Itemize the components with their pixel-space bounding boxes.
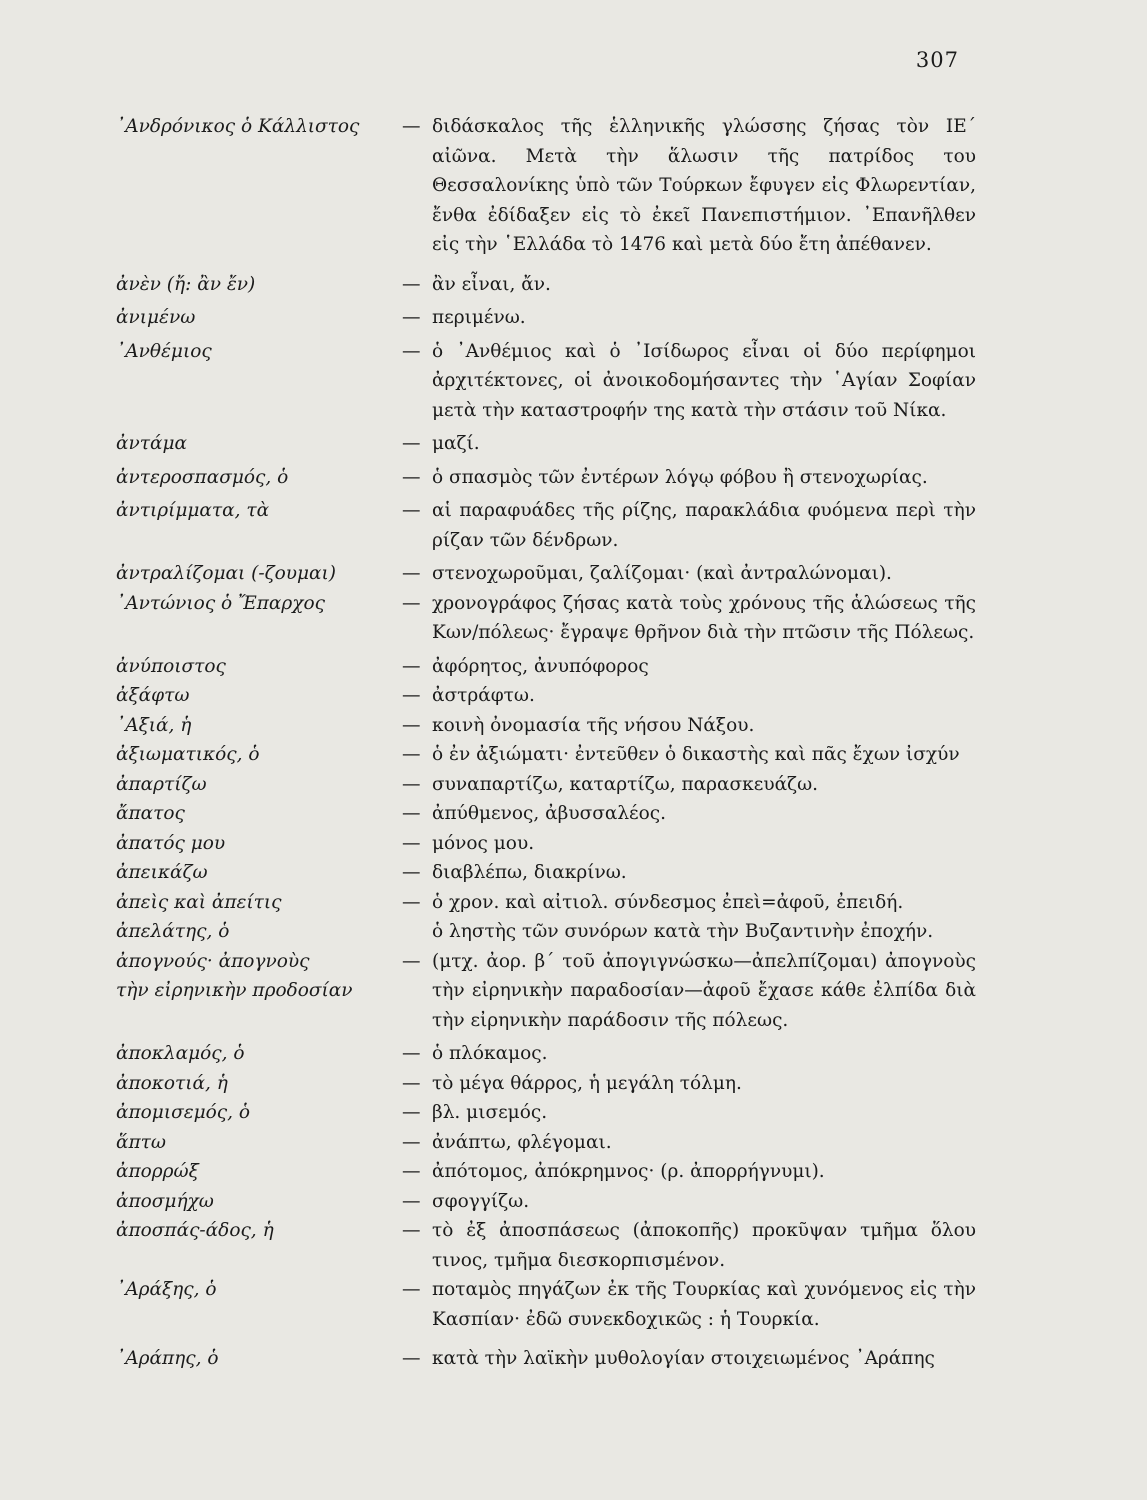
entry-definition: ἀπύθμενος, ἀβυσσαλέος.: [432, 803, 667, 824]
entry-dash: —: [402, 773, 421, 795]
entry-dash: —: [402, 744, 421, 765]
entry-definition: συναπαρτίζω, καταρτίζω, παρασκευάζω.: [432, 773, 819, 795]
entry-definition: ἀπότομος, ἀπόκρημνος· (ρ. ἀπορρήγνυμι).: [432, 1161, 825, 1182]
entry-definition: τὸ ἐξ ἀποσπάσεως (ἀποκοπῆς) προκῦψαν τμῆμα ὅλου τινος, τμῆμα διεσκορπισμένον.: [432, 1220, 976, 1271]
entry-dash: —: [402, 1190, 421, 1212]
entry-term: ἀντραλίζομαι (-ζουμαι): [116, 563, 337, 584]
entry-definition: περιμένω.: [432, 307, 526, 328]
glossary-entry: [116, 270, 976, 300]
entry-dash: —: [402, 592, 421, 614]
entry-dash: —: [402, 1348, 421, 1369]
entry-definition: (μτχ. ἀορ. β΄ τοῦ ἀπογιγνώσκω—ἀπελπίζομαι) ἀπογνοὺς τὴν εἰρηνικὴν παραδοσίαν—ἀφοῦ ἔχασε κάθε ἐλπίδα διὰ τὴν εἰρηνικὴν παράδοσιν τῆς πόλεως.: [432, 950, 976, 1031]
entry-dash: —: [402, 1102, 421, 1123]
glossary-entry: [116, 829, 976, 859]
entry-dash: —: [402, 500, 421, 521]
entry-term: ᾽Αξιά, ἡ: [116, 714, 192, 736]
entry-definition: μαζί.: [432, 433, 480, 454]
glossary-entry: [116, 917, 976, 947]
entry-term: ἀξιωματικός, ὁ: [116, 744, 260, 765]
entry-definition: αἱ παραφυάδες τῆς ρίζης, παρακλάδια φυόμενα περὶ τὴν ρίζαν τῶν δένδρων.: [432, 500, 976, 551]
glossary-entry: [116, 799, 976, 829]
entry-term: ἀποκοτιά, ἡ: [116, 1072, 228, 1094]
glossary: [116, 112, 976, 1374]
entry-dash: —: [402, 273, 421, 295]
entry-term: ἀποσμήχω: [116, 1190, 214, 1212]
entry-definition: διαβλέπω, διακρίνω.: [432, 862, 627, 883]
glossary-entry: [116, 1275, 976, 1334]
entry-dash: —: [402, 832, 421, 854]
entry-definition: ὁ ληστὴς τῶν συνόρων κατὰ τὴν Βυζαντινὴν ἐποχήν.: [432, 921, 934, 942]
entry-definition: ὁ σπασμὸς τῶν ἐντέρων λόγῳ φόβου ἢ στενοχωρίας.: [432, 466, 928, 488]
entry-dash: —: [402, 307, 421, 328]
entry-dash: —: [402, 433, 421, 454]
entry-dash: —: [402, 1072, 421, 1094]
entry-term: ἀπορρώξ: [116, 1161, 199, 1182]
glossary-entry: [116, 1128, 976, 1158]
entry-dash: —: [402, 891, 421, 913]
glossary-entry: [116, 559, 976, 589]
glossary-entry: [116, 1216, 976, 1275]
glossary-entry: [116, 681, 976, 711]
entry-term: ἀπογνούς· ἀπογνοὺς τὴν εἰρηνικὴν προδοσίαν: [116, 950, 353, 1001]
glossary-entry: [116, 303, 976, 333]
entry-term: ᾽Ανθέμιος: [116, 340, 212, 362]
entry-definition: ἀνάπτω, φλέγομαι.: [432, 1131, 612, 1153]
entry-term: ἀπεὶς καὶ ἀπείτις: [116, 891, 282, 913]
entry-definition: διδάσκαλος τῆς ἑλληνικῆς γλώσσης ζήσας τὸν ΙΕ΄ αἰῶνα. Μετὰ τὴν ἅλωσιν τῆς πατρίδος του Θεσσαλονίκης ὑπὸ τῶν Τούρκων ἔφυγεν εἰς Φλωρεντίαν, ἔνθα ἐδίδαξεν εἰς τὸ ἐκεῖ Πανεπιστήμιον. ᾽Επανῆλθεν εἰς τὴν ῾Ελλάδα τὸ 1476 καὶ μετὰ δύο ἔτη ἀπέθανεν.: [432, 116, 976, 255]
entry-term: ἀπατός μου: [116, 832, 226, 854]
entry-dash: —: [402, 714, 421, 736]
entry-term: ἀξάφτω: [116, 685, 190, 706]
entry-definition: ὁ ἐν ἀξιώματι· ἐντεῦθεν ὁ δικαστὴς καὶ πᾶς ἔχων ἰσχύν: [432, 744, 960, 765]
glossary-entry: [116, 1039, 976, 1069]
entry-term: ἀνύποιστος: [116, 655, 226, 677]
entry-term: ᾽Ανδρόνικος ὁ Κάλλιστος: [116, 116, 360, 137]
entry-definition: ἂν εἶναι, ἄν.: [432, 273, 551, 295]
entry-definition: ποταμὸς πηγάζων ἐκ τῆς Τουρκίας καὶ χυνόμενος εἰς τὴν Κασπίαν· ἐδῶ συνεκδοχικῶς : ἡ Τουρκία.: [432, 1279, 976, 1330]
glossary-entry: [116, 496, 976, 555]
entry-definition: χρονογράφος ζήσας κατὰ τοὺς χρόνους τῆς ἁλώσεως τῆς Κων/πόλεως· ἔγραψε θρῆνον διὰ τὴν πτῶσιν τῆς Πόλεως.: [432, 592, 976, 643]
entry-dash: —: [402, 1131, 421, 1153]
entry-dash: —: [402, 466, 421, 488]
glossary-entry: [116, 112, 976, 260]
entry-definition: ἀστράφτω.: [432, 685, 535, 706]
entry-definition: κοινὴ ὀνομασία τῆς νήσου Νάξου.: [432, 714, 755, 736]
entry-dash: —: [402, 1161, 421, 1182]
glossary-entry: [116, 858, 976, 888]
entry-dash: —: [402, 685, 421, 706]
entry-dash: —: [402, 950, 421, 972]
glossary-entry: [116, 1098, 976, 1128]
glossary-entry: [116, 1069, 976, 1099]
glossary-entry: [116, 740, 976, 770]
glossary-entry: [116, 1187, 976, 1217]
entry-dash: —: [402, 655, 421, 677]
glossary-entry: [116, 770, 976, 800]
glossary-entry: [116, 429, 976, 459]
entry-term: ἀντεροσπασμός, ὁ: [116, 466, 289, 488]
entry-term: ἅπτω: [116, 1131, 166, 1153]
glossary-entry: [116, 652, 976, 682]
entry-term: ἀντιρίμματα, τὰ: [116, 500, 270, 521]
entry-definition: ὁ ᾽Ανθέμιος καὶ ὁ ᾽Ισίδωρος εἶναι οἱ δύο περίφημοι ἀρχιτέκτονες, οἱ ἀνοικοδομήσαντες τὴν ῾Αγίαν Σοφίαν μετὰ τὴν καταστροφήν της κατὰ τὴν στάσιν τοῦ Νίκα.: [432, 340, 976, 421]
entry-term: ἀποκλαμός, ὁ: [116, 1043, 245, 1064]
glossary-entry: [116, 337, 976, 426]
entry-definition: ἀφόρητος, ἀνυπόφορος: [432, 655, 649, 677]
glossary-entry: [116, 463, 976, 493]
glossary-entry: [116, 589, 976, 648]
entry-definition: μόνος μου.: [432, 832, 535, 854]
entry-term: ἀντάμα: [116, 433, 187, 454]
entry-definition: τὸ μέγα θάρρος, ἡ μεγάλη τόλμη.: [432, 1072, 742, 1094]
entry-term: ἀπεικάζω: [116, 862, 208, 883]
glossary-entry: [116, 888, 976, 918]
entry-term: ᾽Αντώνιος ὁ Ἔπαρχος: [116, 592, 325, 614]
glossary-entry: [116, 947, 976, 1036]
entry-term: ἀποσπάς-άδος, ἡ: [116, 1220, 274, 1241]
entry-dash: —: [402, 1220, 421, 1241]
entry-dash: —: [402, 1279, 421, 1300]
entry-definition: κατὰ τὴν λαϊκὴν μυθολογίαν στοιχειωμένος ᾽Αράπης: [432, 1348, 935, 1369]
entry-dash: —: [402, 563, 421, 584]
glossary-entry: [116, 1344, 976, 1374]
entry-dash: —: [402, 340, 421, 362]
entry-dash: —: [402, 116, 421, 137]
glossary-entry: [116, 711, 976, 741]
entry-term: ᾽Αράξης, ὁ: [116, 1279, 217, 1300]
entry-definition: σφογγίζω.: [432, 1190, 530, 1212]
page-number: 307: [915, 48, 959, 72]
entry-term: ἀνιμένω: [116, 307, 196, 328]
entry-term: ἀπομισεμός, ὁ: [116, 1102, 251, 1123]
entry-term: ᾽Αράπης, ὁ: [116, 1348, 219, 1369]
entry-definition: ὁ χρον. καὶ αἰτιολ. σύνδεσμος ἐπεὶ=ἀφοῦ, ἐπειδή.: [432, 891, 904, 913]
entry-dash: —: [402, 862, 421, 883]
entry-term: ἀπελάτης, ὁ: [116, 921, 230, 942]
entry-dash: —: [402, 803, 421, 824]
entry-definition: στενοχωροῦμαι, ζαλίζομαι· (καὶ ἀντραλώνομαι).: [432, 563, 892, 584]
entry-term: ἄπατος: [116, 803, 185, 824]
glossary-entry: [116, 1157, 976, 1187]
entry-dash: —: [402, 1043, 421, 1064]
entry-term: ἀπαρτίζω: [116, 773, 207, 795]
entry-definition: βλ. μισεμός.: [432, 1102, 548, 1123]
entry-definition: ὁ πλόκαμος.: [432, 1043, 548, 1064]
entry-term: ἀνὲν (ἤ: ἂν ἔν): [116, 273, 256, 295]
